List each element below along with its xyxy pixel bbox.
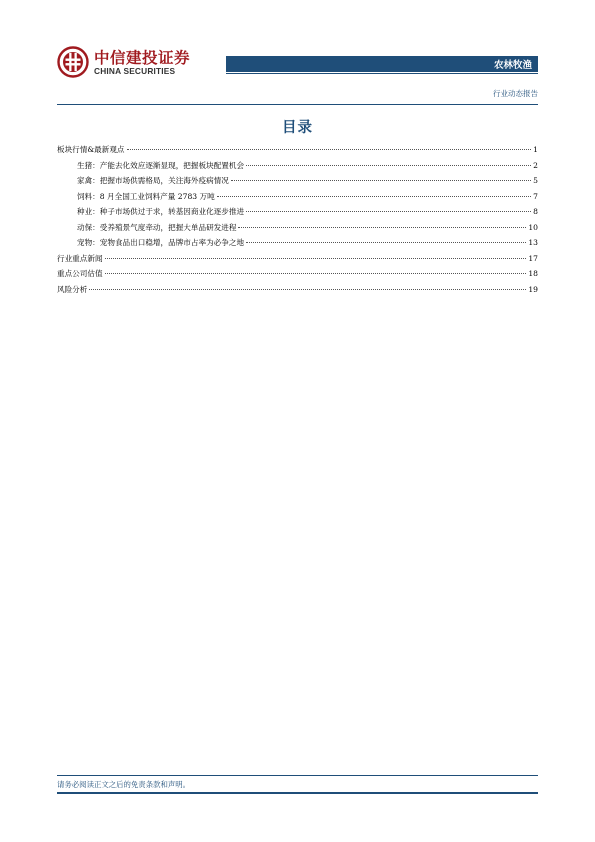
toc-leader-dots	[246, 165, 531, 166]
toc-entry-label: 饲料：8 月全国工业饲料产量 2783 万吨	[77, 191, 215, 201]
brand-name-cn: 中信建投证券	[94, 49, 191, 67]
toc-leader-dots	[246, 211, 531, 212]
toc-entry-label: 宠物：宠物食品出口稳增，品牌市占率为必争之地	[77, 238, 245, 247]
toc-entry[interactable]	[57, 282, 538, 298]
section-label: 农林牧渔	[493, 60, 532, 71]
toc-entry-label: 动保：受养殖景气度牵动，把握大单品研发进程	[77, 222, 237, 232]
brand-name-en: CHINA SECURITIES	[94, 66, 176, 76]
toc-entry[interactable]	[57, 251, 538, 267]
footer-rule	[57, 792, 538, 794]
table-of-contents	[57, 142, 538, 297]
toc-entry[interactable]	[57, 158, 538, 174]
toc-title: 目录	[282, 120, 313, 136]
toc-leader-dots	[246, 242, 526, 243]
toc-entry[interactable]	[57, 220, 538, 236]
toc-entry-label: 板块行情&最新观点	[57, 145, 125, 154]
toc-entry[interactable]	[57, 266, 538, 282]
toc-entry-page: 10	[528, 222, 538, 232]
toc-leader-dots	[238, 227, 526, 228]
report-type: 行业动态报告	[493, 89, 538, 98]
header-divider	[226, 73, 538, 74]
toc-leader-dots	[105, 273, 527, 274]
toc-entry-page: 2	[533, 160, 538, 170]
toc-entry-page: 18	[528, 269, 538, 278]
subheader-divider	[57, 104, 538, 105]
toc-leader-dots	[105, 258, 527, 259]
toc-entry[interactable]	[57, 235, 538, 251]
toc-entry-page: 1	[533, 145, 538, 154]
toc-entry-page: 13	[528, 238, 538, 247]
toc-leader-dots	[231, 180, 531, 181]
toc-entry-label: 重点公司估值	[57, 269, 103, 278]
toc-entry-page: 7	[533, 191, 538, 201]
toc-entry[interactable]	[57, 204, 538, 220]
toc-entry-label: 行业重点新闻	[57, 253, 103, 263]
toc-entry-label: 风险分析	[57, 284, 88, 294]
toc-entry-page: 19	[528, 284, 538, 294]
citic-logo-icon	[57, 46, 89, 78]
toc-leader-dots	[127, 149, 532, 150]
toc-entry-label: 种业：种子市场供过于求，转基因商业化逐步推进	[77, 207, 245, 216]
toc-entry[interactable]	[57, 173, 538, 189]
toc-leader-dots	[89, 289, 526, 290]
toc-entry[interactable]	[57, 142, 538, 158]
toc-leader-dots	[217, 196, 531, 197]
section-banner	[226, 56, 538, 72]
footer-divider	[57, 775, 538, 776]
toc-entry-page: 5	[533, 176, 538, 185]
toc-entry-label: 生猪：产能去化效应逐渐显现，把握板块配置机会	[77, 160, 245, 170]
toc-entry-page: 8	[533, 207, 538, 216]
footer-disclaimer: 请务必阅读正文之后的免责条款和声明。	[57, 780, 191, 789]
toc-entry[interactable]	[57, 189, 538, 205]
toc-entry-page: 17	[528, 253, 538, 263]
toc-entry-label: 家禽：把握市场供需格局，关注海外疫病情况	[77, 176, 229, 185]
